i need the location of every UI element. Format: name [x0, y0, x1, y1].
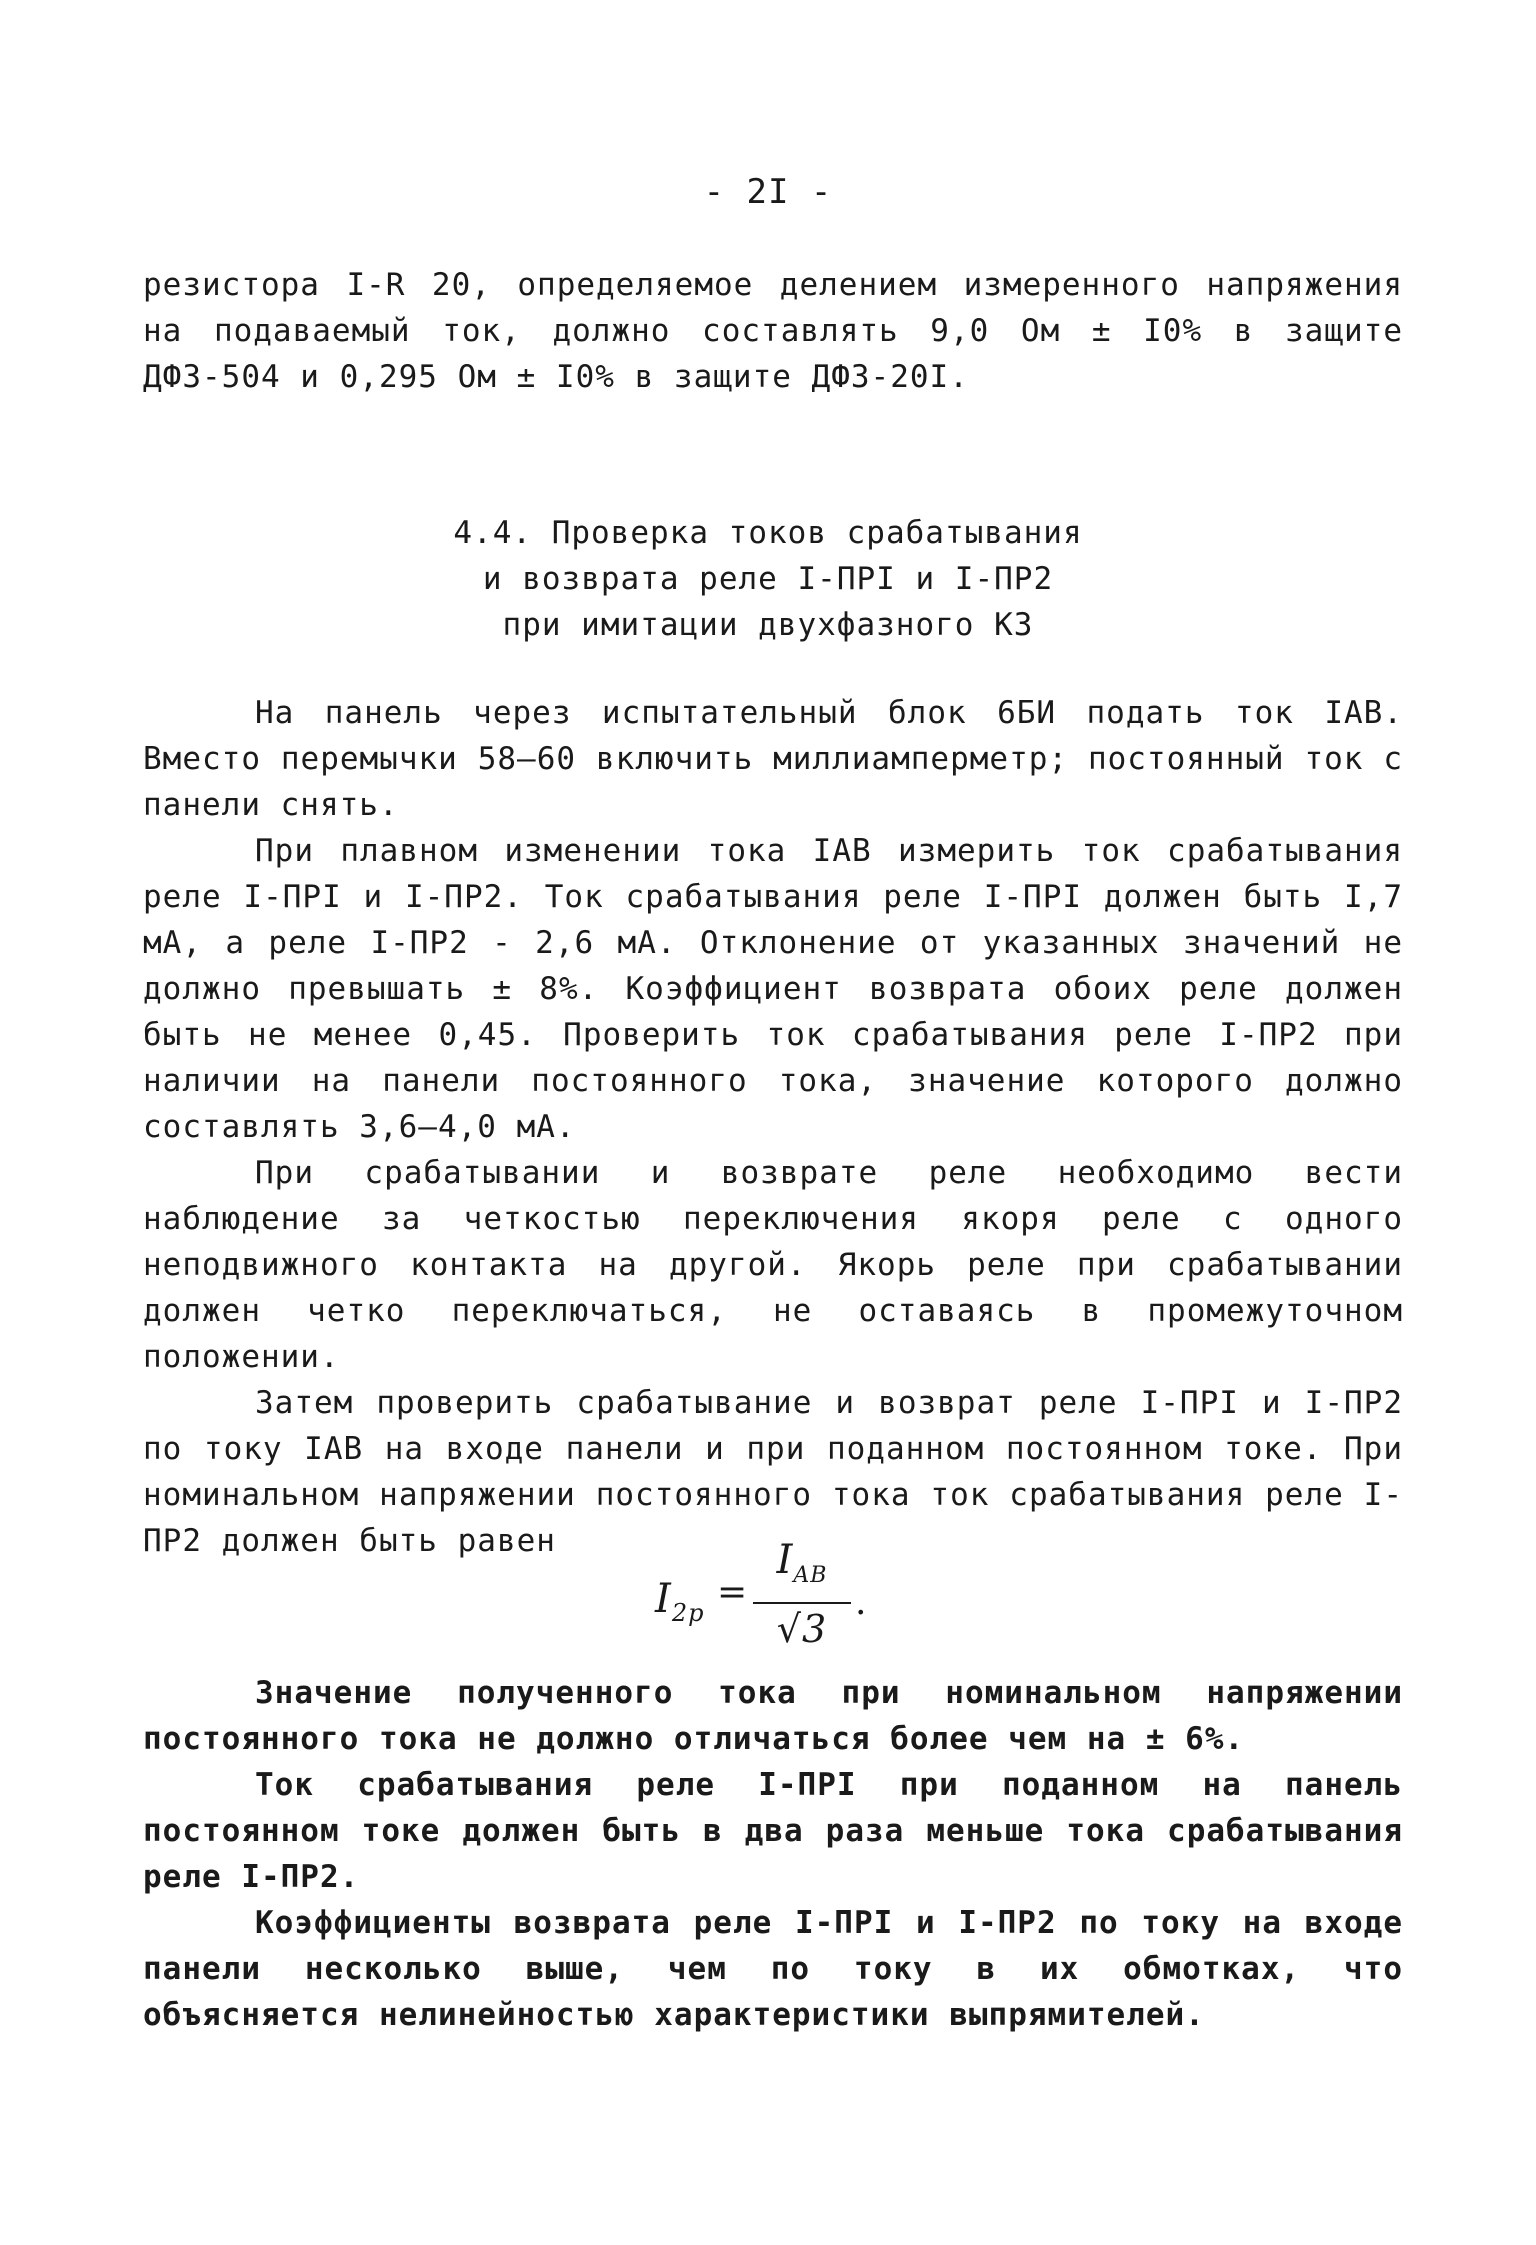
- formula-denominator: √3: [776, 1607, 828, 1651]
- fraction-bar: [753, 1602, 851, 1604]
- paragraph-2: При плавном изменении тока IAB измерить ток срабатывания реле I-ПРI и I-ПР2. Ток срабатывания реле I-ПРI должен быть I,7 мА, а реле I-ПР2 - 2,6 мА. Отклонение от указанных значений не должно превышать ± 8%. Коэффициент возврата обоих реле должен быть не менее 0,45. Проверить ток срабатывания реле I-ПР2 при наличии на панели постоянного тока, значение которого должно составлять 3,6–4,0 мА.: [143, 833, 1403, 1145]
- paragraph-5: Значение полученного тока при номинальном напряжении постоянного тока не должно отличаться более чем на ± 6%.: [143, 1675, 1403, 1757]
- body-block-1: [143, 690, 1403, 1564]
- section-heading: [0, 510, 1536, 648]
- formula-terminator: .: [855, 1582, 868, 1623]
- paragraph-1: На панель через испытательный блок 6БИ подать ток IAB. Вместо перемычки 58–60 включить миллиамперметр; постоянный ток с панели снять.: [143, 695, 1403, 823]
- body-block-2: [143, 1670, 1403, 2038]
- formula-equals: =: [717, 1572, 749, 1613]
- paragraph-7: Коэффициенты возврата реле I-ПРI и I-ПР2 по току на входе панели несколько выше, чем по току в их обмотках, что объясняется нелинейностью характеристики выпрямителей.: [143, 1905, 1403, 2033]
- heading-line-2: и возврата реле I-ПРI и I-ПР2: [482, 561, 1054, 597]
- page-number: - 2I -: [703, 172, 833, 212]
- formula-numerator: $I_{AB}$: [776, 1537, 828, 1588]
- paragraph-6: Ток срабатывания реле I-ПРI при поданном на панель постоянном токе должен быть в два раза меньше тока срабатывания реле I-ПР2.: [143, 1767, 1403, 1895]
- formula-lhs: $I_{2p}$: [655, 1576, 705, 1627]
- paragraph-3: При срабатывании и возврате реле необходимо вести наблюдение за четкостью переключения якоря реле с одного неподвижного контакта на другой. Якорь реле при срабатывании должен четко переключаться, не оставаясь в промежуточном положении.: [143, 1155, 1403, 1375]
- intro-paragraph: резистора I-R 20, определяемое делением измеренного напряжения на подаваемый ток, должно составлять 9,0 Ом ± I0% в защите ДФЗ-504 и 0,295 Ом ± I0% в защите ДФЗ-20I.: [143, 267, 1403, 395]
- heading-line-1: 4.4. Проверка токов срабатывания: [453, 515, 1083, 551]
- formula-fraction: [747, 1536, 857, 1652]
- paragraph-4: Затем проверить срабатывание и возврат реле I-ПРI и I-ПР2 по току IAB на входе панели и при поданном постоянном токе. При номинальном напряжении постоянного тока ток срабатывания реле I-ПР2 должен быть равен: [143, 1385, 1403, 1559]
- heading-line-3: при имитации двухфазного КЗ: [502, 607, 1034, 643]
- intro-block: [143, 262, 1403, 400]
